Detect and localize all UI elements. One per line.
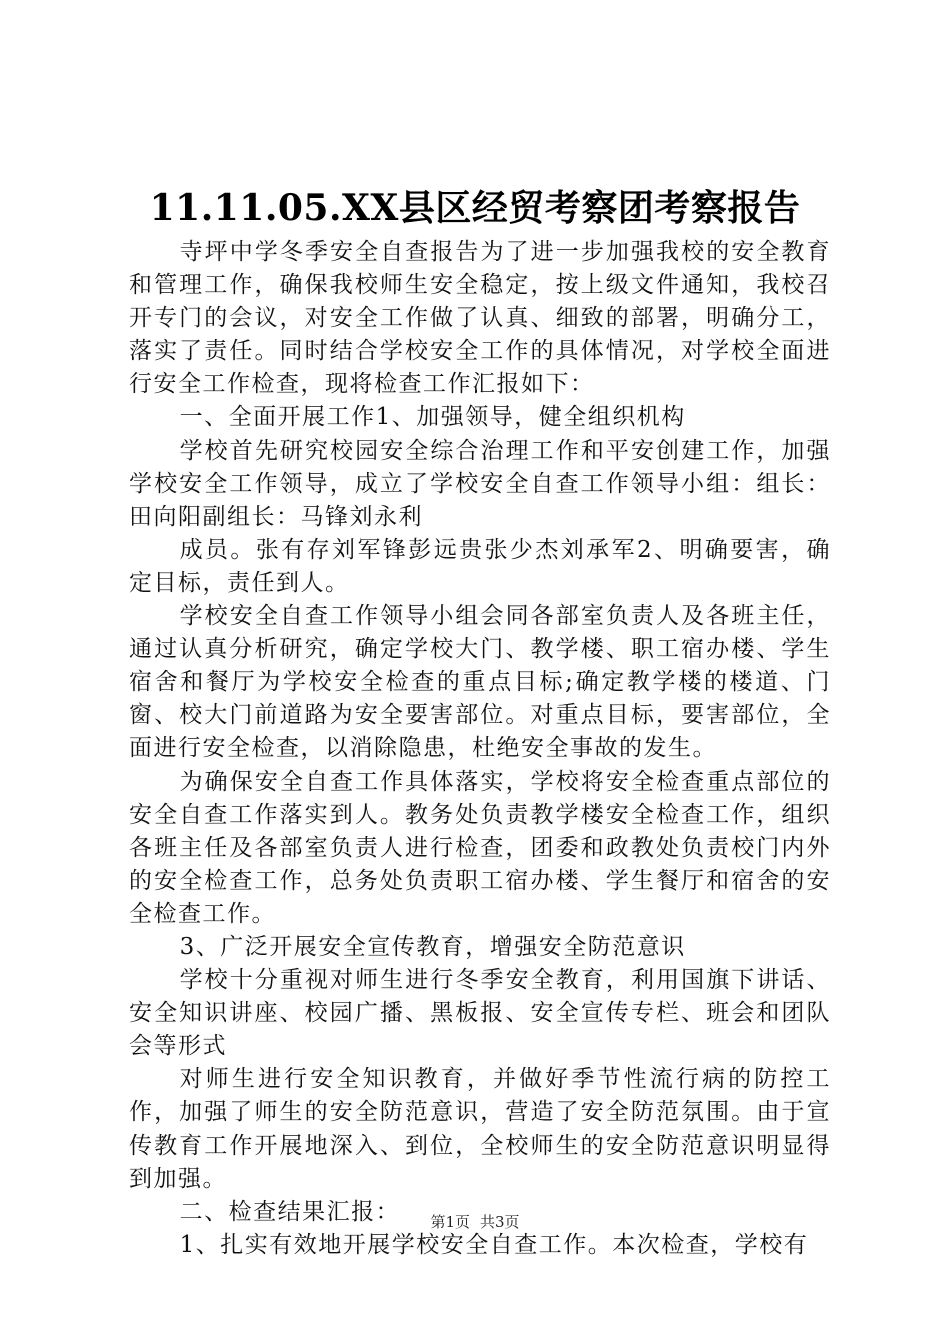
paragraph: 1、扎实有效地开展学校安全自查工作。本次检查，学校有 xyxy=(179,1231,809,1258)
document-title: 11.11.05.XX县区经贸考察团考察报告 xyxy=(149,187,801,229)
paragraph: 成员。张有存刘军锋彭远贵张少杰刘承军2、明确要害，确定目标，责任到人。 xyxy=(129,536,831,596)
paragraph: 寺坪中学冬季安全自查报告为了进一步加强我校的安全教育和管理工作，确保我校师生安全稳定，按上级文件通知，我校召开专门的会议，对安全工作做了认真、细致的部署，明确分工，落实了责任。同时结合学校安全工作的具体情况，对学校全面进行安全工作检查，现将检查工作汇报如下： xyxy=(129,239,831,398)
paragraph: 对师生进行安全知识教育，并做好季节性流行病的防控工作，加强了师生的安全防范意识，营造了安全防范氛围。由于宣传教育工作开展地深入、到位，全校师生的安全防范意识明显得到加强。 xyxy=(129,1066,831,1192)
section-heading: 二、检查结果汇报： xyxy=(179,1198,401,1225)
page-number: 第1页 xyxy=(430,1213,470,1231)
page-total: 共3页 xyxy=(480,1213,520,1231)
page-footer xyxy=(0,1212,950,1232)
paragraph: 学校十分重视对师生进行冬季安全教育，利用国旗下讲话、安全知识讲座、校园广播、黑板报、安全宣传专栏、班会和团队会等形式 xyxy=(129,967,831,1060)
paragraph: 学校首先研究校园安全综合治理工作和平安创建工作，加强学校安全工作领导，成立了学校安全自查工作领导小组：组长：田向阳副组长：马锋刘永利 xyxy=(129,437,831,530)
paragraph: 学校安全自查工作领导小组会同各部室负责人及各班主任，通过认真分析研究，确定学校大门、教学楼、职工宿办楼、学生宿舍和餐厅为学校安全检查的重点目标;确定教学楼的楼道、门窗、校大门前道路为安全要害部位。对重点目标，要害部位，全面进行安全检查，以消除隐患，杜绝安全事故的发生。 xyxy=(129,603,831,762)
paragraph: 为确保安全自查工作具体落实，学校将安全检查重点部位的安全自查工作落实到人。教务处负责教学楼安全检查工作，组织各班主任及各部室负责人进行检查，团委和政教处负责校门内外的安全检查工作，总务处负责职工宿办楼、学生餐厅和宿舍的安全检查工作。 xyxy=(129,768,831,927)
section-heading: 一、全面开展工作1、加强领导，健全组织机构 xyxy=(179,404,686,431)
section-heading: 3、广泛开展安全宣传教育，增强安全防范意识 xyxy=(179,933,686,960)
document-body xyxy=(129,236,831,1262)
